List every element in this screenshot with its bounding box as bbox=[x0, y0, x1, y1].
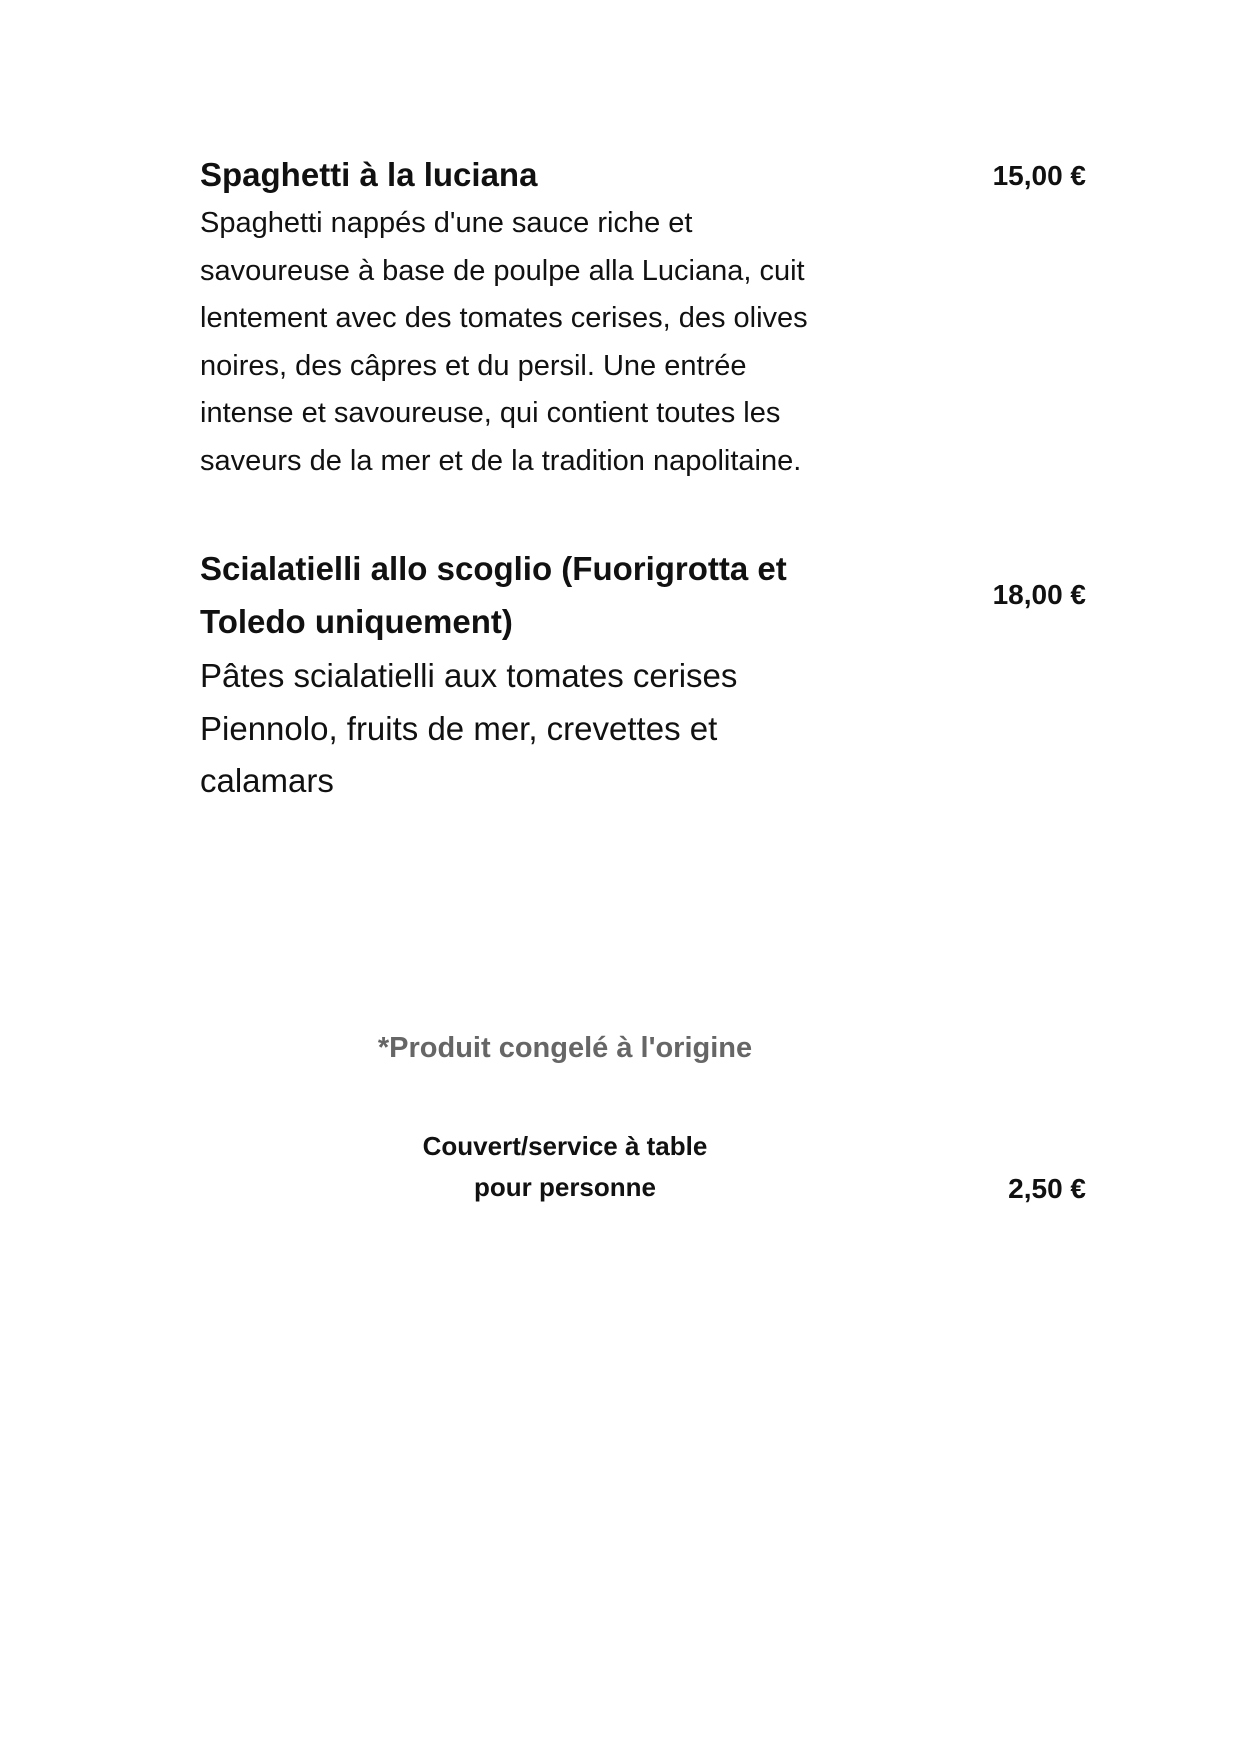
title-line: Scialatielli allo scoglio (Fuorigrotta et bbox=[200, 550, 787, 587]
cover-label-line: pour personne bbox=[473, 1172, 656, 1202]
item-description bbox=[200, 200, 940, 485]
item-price: 18,00 € bbox=[992, 579, 1086, 610]
cover-charge-label bbox=[0, 1126, 1130, 1208]
frozen-product-note: *Produit congelé à l'origine bbox=[377, 1032, 753, 1064]
description-line: lentement avec des tomates cerises, des olives bbox=[200, 302, 808, 334]
description-line: Spaghetti nappés d'une sauce riche et bbox=[200, 207, 693, 239]
cover-label-line: Couvert/service à table bbox=[422, 1131, 708, 1161]
item-title bbox=[200, 542, 900, 648]
description-line: calamars bbox=[200, 762, 334, 799]
description-line: Piennolo, fruits de mer, crevettes et bbox=[200, 709, 718, 747]
item-price: 15,00 € bbox=[992, 160, 1086, 191]
item-title: Spaghetti à la luciana bbox=[200, 156, 538, 193]
description-line: Pâtes scialatielli aux tomates cerises bbox=[200, 657, 738, 694]
description-line: saveurs de la mer et de la tradition napolitaine. bbox=[200, 444, 802, 477]
cover-charge-price: 2,50 € bbox=[1008, 1173, 1086, 1204]
description-line: savoureuse à base de poulpe alla Luciana, cuit bbox=[200, 254, 805, 287]
title-line: Toledo uniquement) bbox=[200, 603, 513, 640]
item-description bbox=[200, 650, 940, 808]
description-line: noires, des câpres et du persil. Une entrée bbox=[200, 349, 747, 382]
description-line: intense et savoureuse, qui contient toutes les bbox=[200, 397, 781, 429]
